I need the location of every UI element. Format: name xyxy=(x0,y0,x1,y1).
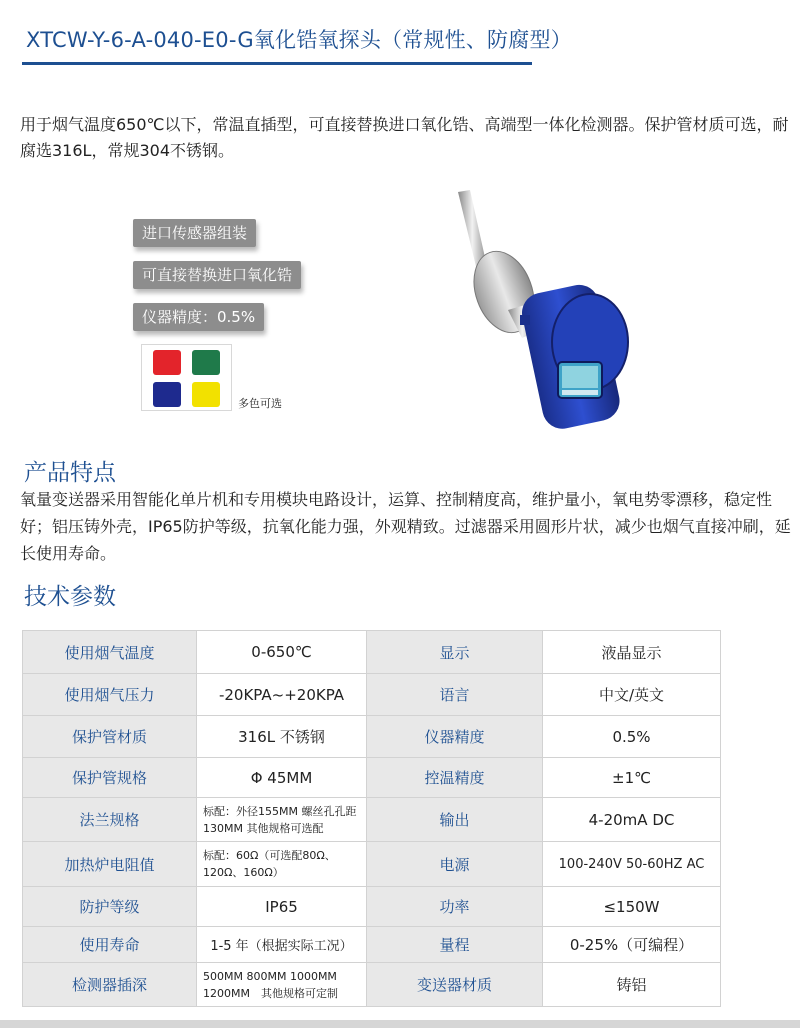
spec-value: 铸铝 xyxy=(543,963,721,1007)
color-options-label: 多色可选 xyxy=(238,397,282,410)
spec-label: 电源 xyxy=(367,842,543,887)
spec-table xyxy=(22,630,721,1007)
spec-label: 保护管材质 xyxy=(23,716,197,758)
color-swatch-blue[interactable] xyxy=(153,382,181,407)
spec-value: Φ 45MM xyxy=(197,758,367,798)
footer-bar xyxy=(0,1020,800,1028)
spec-label: 功率 xyxy=(367,887,543,927)
spec-value: ±1℃ xyxy=(543,758,721,798)
color-swatch-green[interactable] xyxy=(192,350,220,375)
spec-value: 0-25%（可编程） xyxy=(543,927,721,963)
spec-label: 显示 xyxy=(367,631,543,674)
spec-value: 100-240V 50-60HZ AC xyxy=(543,842,721,887)
table-row xyxy=(23,758,721,798)
table-row xyxy=(23,927,721,963)
spec-label: 检测器插深 xyxy=(23,963,197,1007)
page-title: XTCW-Y-6-A-040-E0-G氧化锆氧探头（常规性、防腐型） xyxy=(26,28,572,52)
specs-heading: 技术参数 xyxy=(24,584,116,610)
spec-label: 使用烟气压力 xyxy=(23,674,197,716)
spec-value: 0-650℃ xyxy=(197,631,367,674)
feature-badge-direct-replacement: 可直接替换进口氧化锆 xyxy=(133,261,301,289)
table-row xyxy=(23,674,721,716)
table-row xyxy=(23,631,721,674)
spec-label: 输出 xyxy=(367,798,543,842)
table-row xyxy=(23,887,721,927)
product-features-text: 氧量变送器采用智能化单片机和专用模块电路设计，运算、控制精度高，维护量小，氧电势零漂移，稳定性好；铝压铸外壳，IP65防护等级，抗氧化能力强，外观精致。过滤器采用圆形片状，减少也烟气直接冲刷，延长使用寿命。 xyxy=(20,490,791,563)
title-underline xyxy=(22,62,532,65)
spec-label: 仪器精度 xyxy=(367,716,543,758)
spec-value: 4-20mA DC xyxy=(543,798,721,842)
spec-label: 防护等级 xyxy=(23,887,197,927)
spec-value: 316L 不锈钢 xyxy=(197,716,367,758)
table-row xyxy=(23,798,721,842)
spec-label: 语言 xyxy=(367,674,543,716)
table-row xyxy=(23,963,721,1007)
spec-label: 控温精度 xyxy=(367,758,543,798)
spec-value: 液晶显示 xyxy=(543,631,721,674)
intro-paragraph: 用于烟气温度650℃以下，常温直插型，可直接替换进口氧化锆、高端型一体化检测器。保护管材质可选，耐腐选316L，常规304不锈钢。 xyxy=(20,115,789,160)
product-image xyxy=(440,180,640,440)
spec-value: IP65 xyxy=(197,887,367,927)
spec-label: 量程 xyxy=(367,927,543,963)
spec-value: 1-5 年（根据实际工况） xyxy=(197,927,367,963)
feature-badge-imported-sensor: 进口传感器组装 xyxy=(133,219,256,247)
table-row xyxy=(23,716,721,758)
spec-value: 0.5% xyxy=(543,716,721,758)
spec-value: -20KPA~+20KPA xyxy=(197,674,367,716)
spec-value: ≤150W xyxy=(543,887,721,927)
spec-value: 500MM 800MM 1000MM 1200MM 其他规格可定制 xyxy=(197,963,367,1007)
spec-label: 保护管规格 xyxy=(23,758,197,798)
table-row xyxy=(23,842,721,887)
color-swatch-panel xyxy=(141,344,232,411)
spec-value: 中文/英文 xyxy=(543,674,721,716)
product-features-heading: 产品特点 xyxy=(24,460,116,486)
spec-value: 标配：60Ω（可选配80Ω、120Ω、160Ω） xyxy=(197,842,367,887)
spec-label: 法兰规格 xyxy=(23,798,197,842)
spec-value: 标配：外径155MM 螺丝孔孔距130MM 其他规格可选配 xyxy=(197,798,367,842)
spec-label: 变送器材质 xyxy=(367,963,543,1007)
color-swatch-yellow[interactable] xyxy=(192,382,220,407)
spec-label: 使用烟气温度 xyxy=(23,631,197,674)
color-swatch-red[interactable] xyxy=(153,350,181,375)
feature-badge-accuracy: 仪器精度：0.5% xyxy=(133,303,264,331)
spec-label: 使用寿命 xyxy=(23,927,197,963)
spec-label: 加热炉电阻值 xyxy=(23,842,197,887)
